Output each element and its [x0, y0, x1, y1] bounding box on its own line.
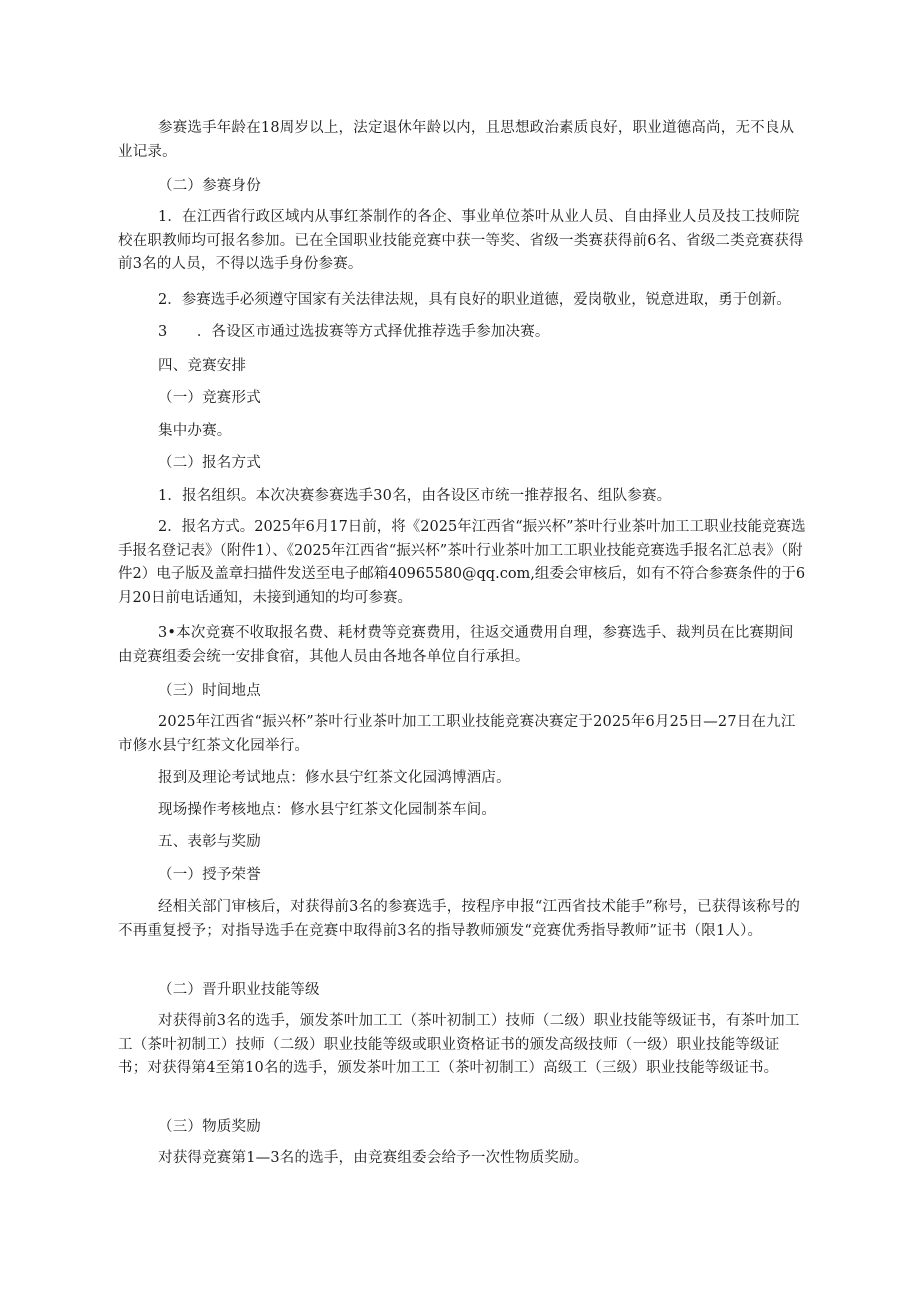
subheading-registration: （二）报名方式	[158, 455, 261, 471]
subheading-honors: （一）授予荣誉	[158, 867, 261, 883]
paragraph-honors: 经相关部门审核后，对获得前3名的参赛选手，按程序申报“江西省技术能手”称号，已获得该称号的不再重复授予；对指导选手在竞赛中取得前3名的指导教师颁发“竞赛优秀指导教师”证书（限1人）。	[118, 899, 801, 939]
paragraph-registration-1: 1．报名组织。本次决赛参赛选手30名，由各设区市统一推荐报名、组队参赛。	[158, 488, 672, 504]
subheading-format: （一）竞赛形式	[158, 390, 261, 406]
paragraph-skill-level: 对获得前3名的选手，颁发茶叶加工工（茶叶初制工）技师（二级）职业技能等级证书，有茶叶加工工（茶叶初制工）技师（二级）职业技能等级或职业资格证书的颁发高级技师（一级）职业技能等级证书；对获得第4至第10名的选手，颁发茶叶加工工（茶叶初制工）高级工（三级）职业技能等级证书。	[118, 1013, 800, 1076]
subheading-skill-level: （二）晋升职业技能等级	[158, 982, 320, 998]
paragraph-registration-2: 2．报名方式。2025年6月17日前，将《2025年江西省“振兴杯”茶叶行业茶叶加工工职业技能竞赛选手报名登记表》（附件1）、《2025年江西省“振兴杯”茶叶行业茶叶加工工职业技能竞赛选手报名汇总表》（附件2）电子版及盖章扫描件发送至电子邮箱40965580@qq.com,组委会审核后，如有不符合参赛条件的于6月20日前电话通知，未接到通知的均可参赛。	[118, 519, 806, 606]
heading-arrangement: 四、竞赛安排	[158, 358, 247, 374]
paragraph-format: 集中办赛。	[158, 423, 232, 439]
heading-awards: 五、表彰与奖励	[158, 834, 261, 850]
paragraph-registration-3: 3•本次竞赛不收取报名费、耗材费等竞赛费用，往返交通费用自理，参赛选手、裁判员在比赛期间由竞赛组委会统一安排食宿，其他人员由各地各单位自行承担。	[118, 625, 794, 665]
paragraph-identity-2: 2．参赛选手必须遵守国家有关法律法规，具有良好的职业道德，爱岗敬业，锐意进取，勇于创新。	[158, 292, 791, 308]
paragraph-checkin-location: 报到及理论考试地点：修水县宁红茶文化园鸿博酒店。	[158, 770, 511, 786]
paragraph-practical-location: 现场操作考核地点：修水县宁红茶文化园制茶车间。	[158, 802, 497, 818]
paragraph-material-rewards: 对获得竞赛第1—3名的选手，由竞赛组委会给予一次性物质奖励。	[158, 1150, 589, 1166]
subheading-material-rewards: （三）物质奖励	[158, 1119, 261, 1135]
subheading-time-location: （三）时间地点	[158, 683, 261, 699]
paragraph-eligibility: 参赛选手年龄在18周岁以上，法定退休年龄以内，且思想政治素质良好，职业道德高尚，无不良从业记录。	[118, 120, 795, 160]
subheading-identity: （二）参赛身份	[158, 178, 261, 194]
paragraph-time-location: 2025年江西省“振兴杯”茶叶行业茶叶加工工职业技能竞赛决赛定于2025年6月25日—27日在九江市修水县宁红茶文化园举行。	[118, 714, 796, 754]
paragraph-identity-1: 1．在江西省行政区域内从事红茶制作的各企、事业单位茶叶从业人员、自由择业人员及技工技师院校在职教师均可报名参加。已在全国职业技能竞赛中获一等奖、省级一类赛获得前6名、省级二类竞赛获得前3名的人员，不得以选手身份参赛。	[118, 209, 804, 272]
paragraph-identity-3: 3 ．各设区市通过选拔赛等方式择优推荐选手参加决赛。	[158, 324, 550, 340]
